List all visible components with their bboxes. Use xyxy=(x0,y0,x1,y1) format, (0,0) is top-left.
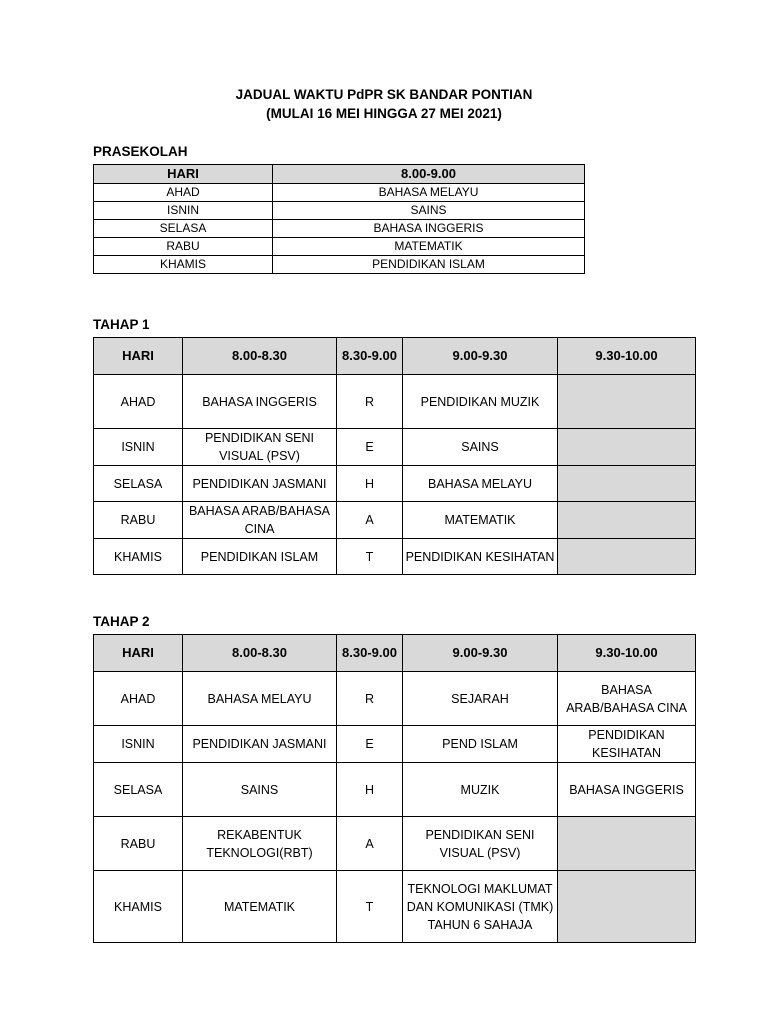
empty-cell xyxy=(558,539,696,575)
day-cell: RABU xyxy=(94,817,183,871)
subject-cell: PENDIDIKAN ISLAM xyxy=(183,539,337,575)
subject-cell: MATEMATIK xyxy=(403,502,558,539)
day-cell: SELASA xyxy=(94,220,273,238)
table-header-row xyxy=(94,165,585,184)
day-cell: SELASA xyxy=(94,466,183,502)
rehat-cell: T xyxy=(337,871,403,943)
subject-cell: BAHASA MELAYU xyxy=(403,466,558,502)
subject-cell: PEND ISLAM xyxy=(403,726,558,763)
day-cell: AHAD xyxy=(94,375,183,429)
column-header: 9.30-10.00 xyxy=(558,338,696,375)
rehat-cell: R xyxy=(337,672,403,726)
column-header: 9.00-9.30 xyxy=(403,635,558,672)
subject-cell: BAHASA ARAB/BAHASA CINA xyxy=(558,672,696,726)
table-row xyxy=(94,871,696,943)
subject-cell: PENDIDIKAN SENI VISUAL (PSV) xyxy=(183,429,337,466)
column-header: HARI xyxy=(94,635,183,672)
subject-cell: SAINS xyxy=(273,202,585,220)
table-row xyxy=(94,238,585,256)
subject-cell: PENDIDIKAN KESIHATAN xyxy=(558,726,696,763)
subject-cell: PENDIDIKAN JASMANI xyxy=(183,466,337,502)
column-header: 9.30-10.00 xyxy=(558,635,696,672)
tahap1-heading: TAHAP 1 xyxy=(93,317,150,332)
subject-cell: SAINS xyxy=(183,763,337,817)
table-row xyxy=(94,220,585,238)
column-header: 8.00-8.30 xyxy=(183,338,337,375)
empty-cell xyxy=(558,502,696,539)
day-cell: KHAMIS xyxy=(94,871,183,943)
table-row xyxy=(94,202,585,220)
day-cell: SELASA xyxy=(94,763,183,817)
empty-cell xyxy=(558,466,696,502)
table-row xyxy=(94,429,696,466)
subject-cell: MATEMATIK xyxy=(273,238,585,256)
empty-cell xyxy=(558,429,696,466)
tahap1-table xyxy=(93,337,696,575)
table-row xyxy=(94,256,585,274)
day-cell: AHAD xyxy=(94,672,183,726)
rehat-cell: A xyxy=(337,502,403,539)
empty-cell xyxy=(558,817,696,871)
table-row xyxy=(94,763,696,817)
subject-cell: BAHASA MELAYU xyxy=(183,672,337,726)
column-header: 8.30-9.00 xyxy=(337,338,403,375)
rehat-cell: T xyxy=(337,539,403,575)
subject-cell: PENDIDIKAN MUZIK xyxy=(403,375,558,429)
table-row xyxy=(94,817,696,871)
rehat-cell: A xyxy=(337,817,403,871)
subject-cell: BAHASA MELAYU xyxy=(273,184,585,202)
column-header: HARI xyxy=(94,165,273,184)
subject-cell: PENDIDIKAN KESIHATAN xyxy=(403,539,558,575)
day-cell: KHAMIS xyxy=(94,539,183,575)
subject-cell: REKABENTUK TEKNOLOGI(RBT) xyxy=(183,817,337,871)
day-cell: RABU xyxy=(94,502,183,539)
subject-cell: PENDIDIKAN SENI VISUAL (PSV) xyxy=(403,817,558,871)
subject-cell: PENDIDIKAN ISLAM xyxy=(273,256,585,274)
table-header-row xyxy=(94,635,696,672)
subject-cell: SEJARAH xyxy=(403,672,558,726)
table-header-row xyxy=(94,338,696,375)
subject-cell: BAHASA INGGERIS xyxy=(273,220,585,238)
tahap2-heading: TAHAP 2 xyxy=(93,614,150,629)
column-header: 8.00-9.00 xyxy=(273,165,585,184)
subject-cell: MATEMATIK xyxy=(183,871,337,943)
subject-cell: BAHASA INGGERIS xyxy=(558,763,696,817)
rehat-cell: H xyxy=(337,466,403,502)
document-title: JADUAL WAKTU PdPR SK BANDAR PONTIAN xyxy=(235,87,533,102)
rehat-cell: H xyxy=(337,763,403,817)
subject-cell: BAHASA INGGERIS xyxy=(183,375,337,429)
prasekolah-heading: PRASEKOLAH xyxy=(93,144,188,159)
table-row xyxy=(94,184,585,202)
day-cell: AHAD xyxy=(94,184,273,202)
column-header: 8.00-8.30 xyxy=(183,635,337,672)
table-row xyxy=(94,726,696,763)
day-cell: ISNIN xyxy=(94,202,273,220)
column-header: 9.00-9.30 xyxy=(403,338,558,375)
day-cell: ISNIN xyxy=(94,726,183,763)
subject-cell: MUZIK xyxy=(403,763,558,817)
subject-cell: TEKNOLOGI MAKLUMAT DAN KOMUNIKASI (TMK) TAHUN 6 SAHAJA xyxy=(403,871,558,943)
rehat-cell: E xyxy=(337,429,403,466)
rehat-cell: R xyxy=(337,375,403,429)
prasekolah-table xyxy=(93,164,585,274)
tahap2-table xyxy=(93,634,696,943)
rehat-cell: E xyxy=(337,726,403,763)
table-row xyxy=(94,672,696,726)
column-header: HARI xyxy=(94,338,183,375)
table-row xyxy=(94,502,696,539)
day-cell: KHAMIS xyxy=(94,256,273,274)
table-row xyxy=(94,539,696,575)
empty-cell xyxy=(558,871,696,943)
subject-cell: PENDIDIKAN JASMANI xyxy=(183,726,337,763)
day-cell: ISNIN xyxy=(94,429,183,466)
empty-cell xyxy=(558,375,696,429)
day-cell: RABU xyxy=(94,238,273,256)
table-row xyxy=(94,466,696,502)
subject-cell: SAINS xyxy=(403,429,558,466)
table-row xyxy=(94,375,696,429)
document-subtitle: (MULAI 16 MEI HINGGA 27 MEI 2021) xyxy=(266,106,502,121)
column-header: 8.30-9.00 xyxy=(337,635,403,672)
subject-cell: BAHASA ARAB/BAHASA CINA xyxy=(183,502,337,539)
